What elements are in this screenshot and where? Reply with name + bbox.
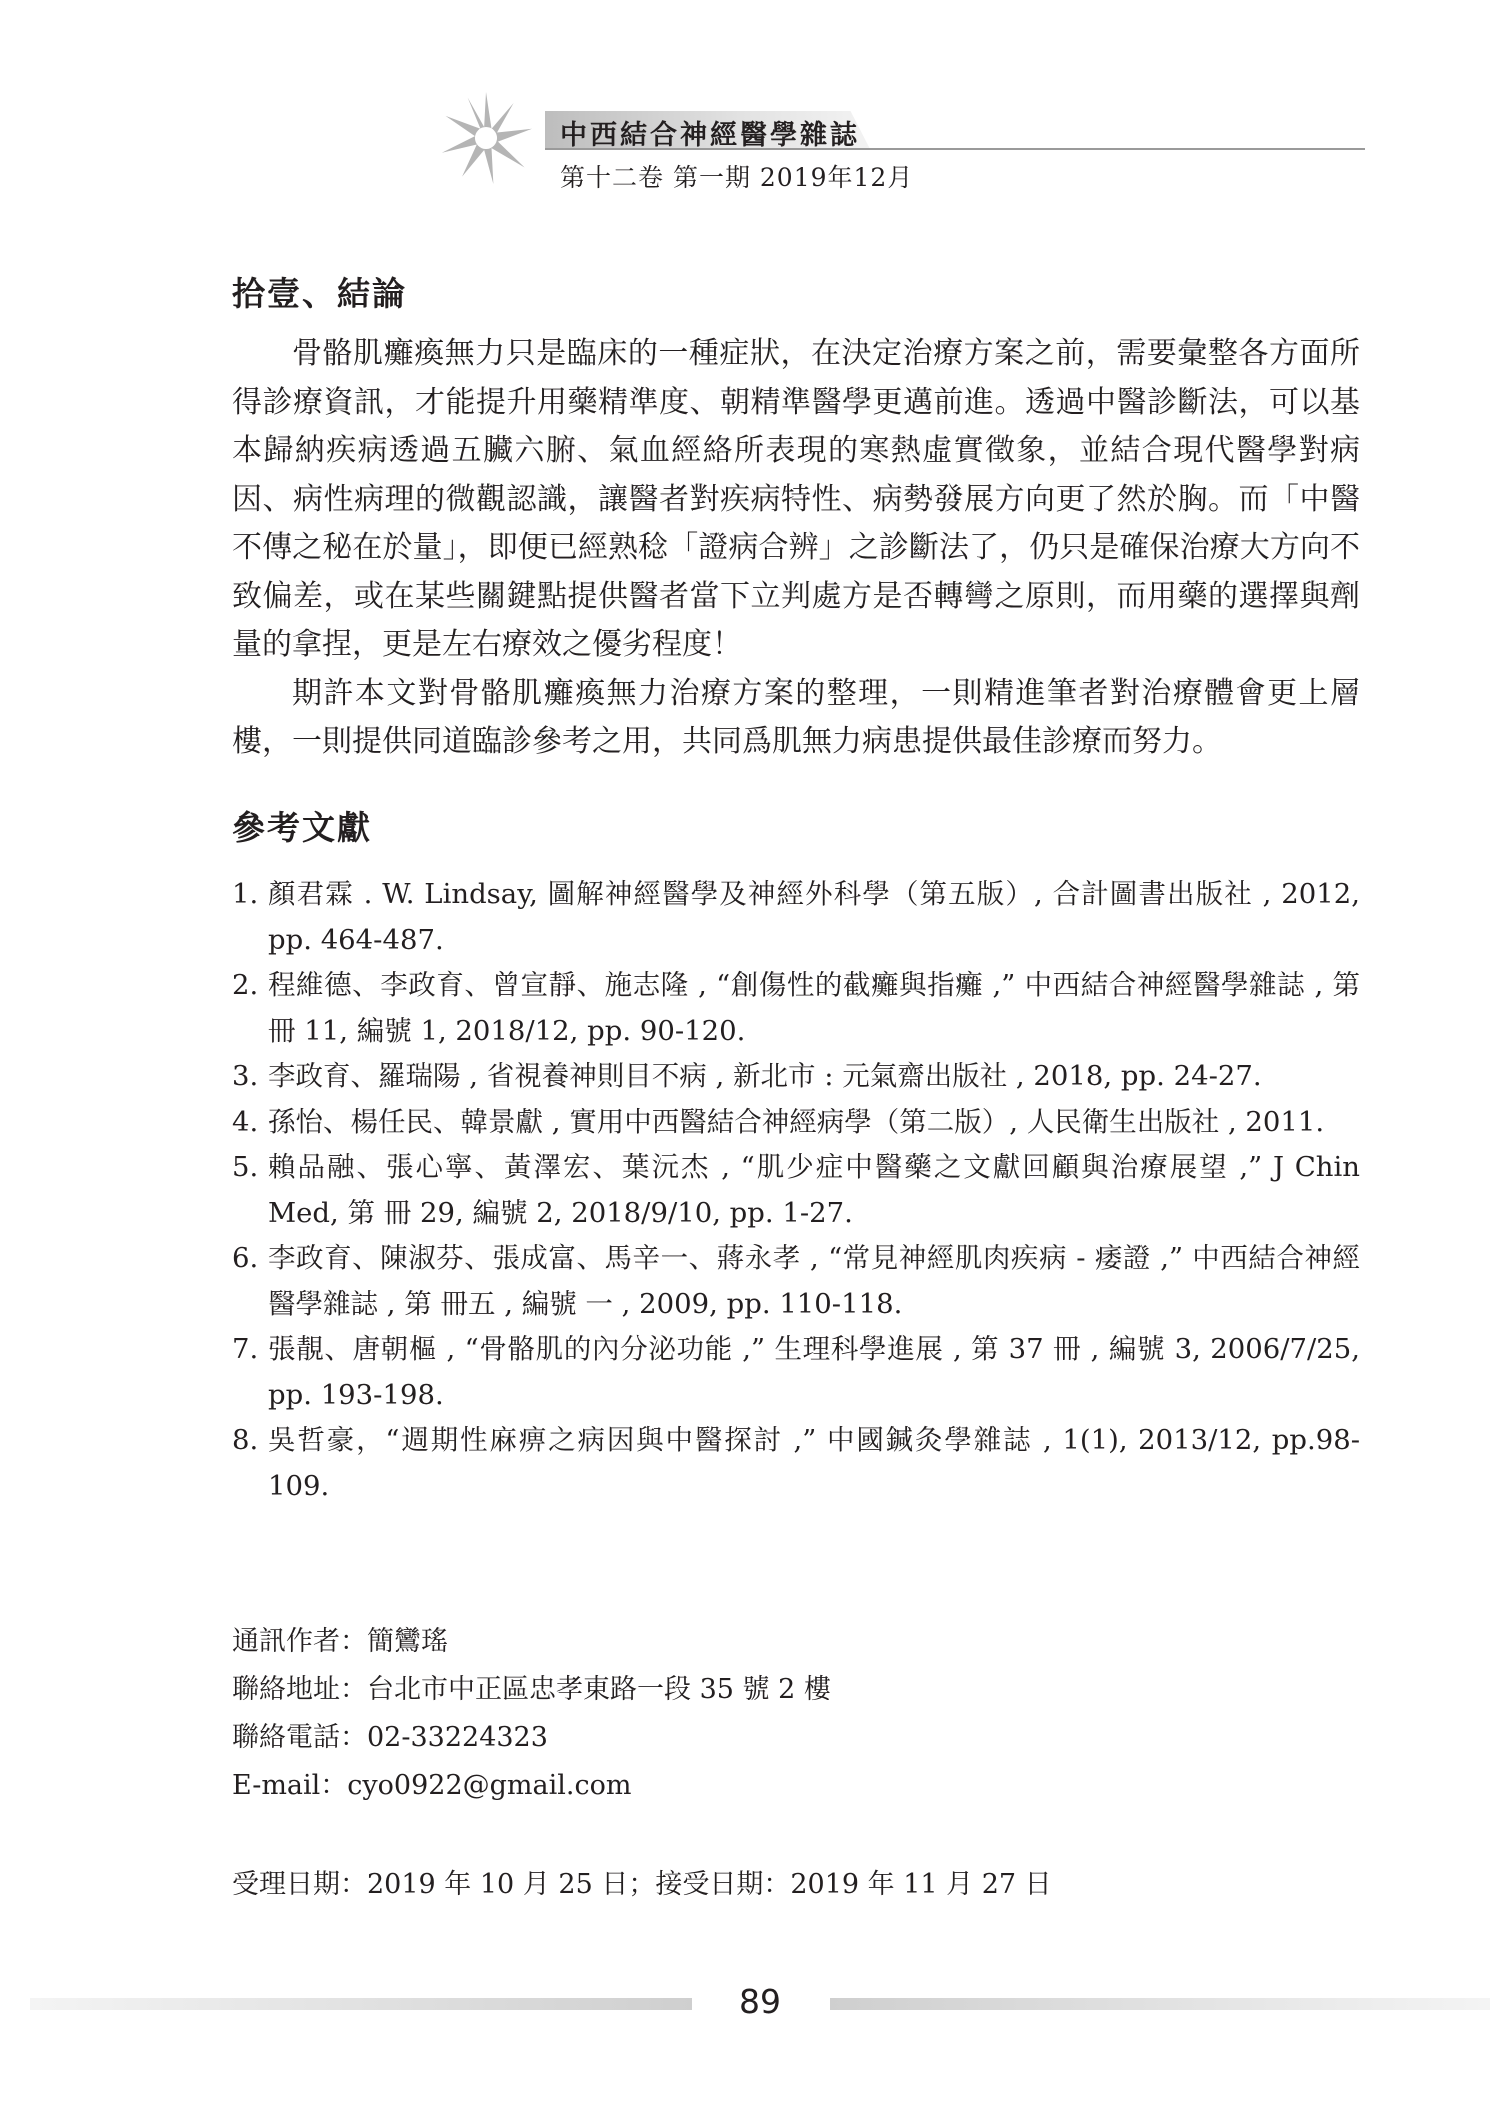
- contact-email: E-mail：cyo0922@gmail.com: [232, 1770, 632, 1801]
- footer-bar-right: [830, 1998, 1490, 2010]
- conclusion-body: [232, 330, 1360, 767]
- reference-item: [232, 1418, 1360, 1509]
- conclusion-paragraph: 骨骼肌癱瘓無力只是臨床的一種症狀，在決定治療方案之前，需要彙整各方面所得診療資訊，才能提升用藥精準度、朝精準醫學更邁前進。透過中醫診斷法，可以基本歸納疾病透過五臟六腑、氣血經絡所表現的寒熱虛實徵象，並結合現代醫學對病因、病性病理的微觀認識，讓醫者對疾病特性、病勢發展方向更了然於胸。而「中醫不傳之秘在於量」，即便已經熟稔「證病合辨」之診斷法了，仍只是確保治療大方向不致偏差，或在某些關鍵點提供醫者當下立判處方是否轉彎之原則，而用藥的選擇與劑量的拿捏，更是左右療效之優劣程度！: [232, 336, 1360, 662]
- references-heading: 參考文獻: [232, 808, 372, 847]
- running-header: [0, 0, 1500, 200]
- reference-item: [232, 963, 1360, 1054]
- star-burst-icon: [440, 92, 532, 184]
- reference-text: 吳哲豪，“週期性麻痹之病因與中醫探討 ,” 中國鍼灸學雜誌 , 1(1), 2013/12, pp.98-109.: [268, 1424, 1360, 1502]
- reference-text: 張靚、唐朝樞 , “骨骼肌的內分泌功能 ,” 生理科學進展 , 第 37 冊 , 編號 3, 2006/7/25, pp. 193-198.: [268, 1333, 1360, 1411]
- reference-item: [232, 1236, 1360, 1327]
- reference-item: [232, 1100, 1360, 1146]
- reference-text: 顏君霖 . W. Lindsay, 圖解神經醫學及神經外科學（第五版）, 合計圖書出版社 , 2012, pp. 464-487.: [268, 878, 1360, 956]
- submission-dates: 受理日期：2019 年 10 月 25 日；接受日期：2019 年 11 月 27 日: [232, 1869, 1052, 1900]
- reference-number: 2.: [232, 969, 259, 1001]
- reference-item: [232, 1054, 1360, 1100]
- corresponding-author: 通訊作者：簡鸞瑤: [232, 1626, 448, 1657]
- reference-item: [232, 1327, 1360, 1418]
- reference-item: [232, 1145, 1360, 1236]
- page-number: 89: [739, 1982, 781, 2021]
- reference-number: 8.: [232, 1424, 259, 1456]
- reference-number: 6.: [232, 1242, 259, 1274]
- reference-text: 李政育、陳淑芬、張成富、馬辛一、蔣永孝 , “常見神經肌肉疾病 - 痿證 ,” 中西結合神經醫學雜誌 , 第 冊五 , 編號 一 , 2009, pp. 110-118.: [268, 1242, 1360, 1320]
- reference-number: 7.: [232, 1333, 259, 1365]
- reference-number: 1.: [232, 878, 259, 910]
- contact-phone: 聯絡電話：02-33224323: [232, 1722, 548, 1753]
- reference-item: [232, 872, 1360, 963]
- reference-list: [232, 872, 1360, 1509]
- reference-text: 李政育、羅瑞陽 , 省視養神則目不病 , 新北市 : 元氣齋出版社 , 2018, pp. 24-27.: [268, 1060, 1262, 1092]
- contact-info: [232, 1618, 831, 1810]
- reference-text: 賴品融、張心寧、黃澤宏、葉沅杰 , “肌少症中醫藥之文獻回顧與治療展望 ,” J Chin Med, 第 冊 29, 編號 2, 2018/9/10, pp. 1-27.: [268, 1151, 1360, 1229]
- conclusion-heading: 拾壹、結論: [232, 274, 407, 313]
- reference-text: 孫怡、楊任民、韓景獻 , 實用中西醫結合神經病學（第二版）, 人民衛生出版社 , 2011.: [268, 1105, 1325, 1138]
- reference-number: 3.: [232, 1060, 259, 1092]
- journal-title: 中西結合神經醫學雜誌: [560, 120, 860, 151]
- contact-address: 聯絡地址：台北市中正區忠孝東路一段 35 號 2 樓: [232, 1674, 831, 1705]
- reference-number: 4.: [232, 1105, 259, 1138]
- footer-bar-left: [30, 1998, 692, 2010]
- conclusion-paragraph: 期許本文對骨骼肌癱瘓無力治療方案的整理，一則精進筆者對治療體會更上層樓，一則提供同道臨診參考之用，共同爲肌無力病患提供最佳診療而努力。: [232, 675, 1360, 759]
- reference-number: 5.: [232, 1151, 259, 1183]
- issue-info: 第十二卷 第一期 2019年12月: [560, 163, 914, 192]
- reference-text: 程維德、李政育、曾宣靜、施志隆 , “創傷性的截癱與指癱 ,” 中西結合神經醫學雜誌 , 第 冊 11, 編號 1, 2018/12, pp. 90-120.: [268, 969, 1360, 1047]
